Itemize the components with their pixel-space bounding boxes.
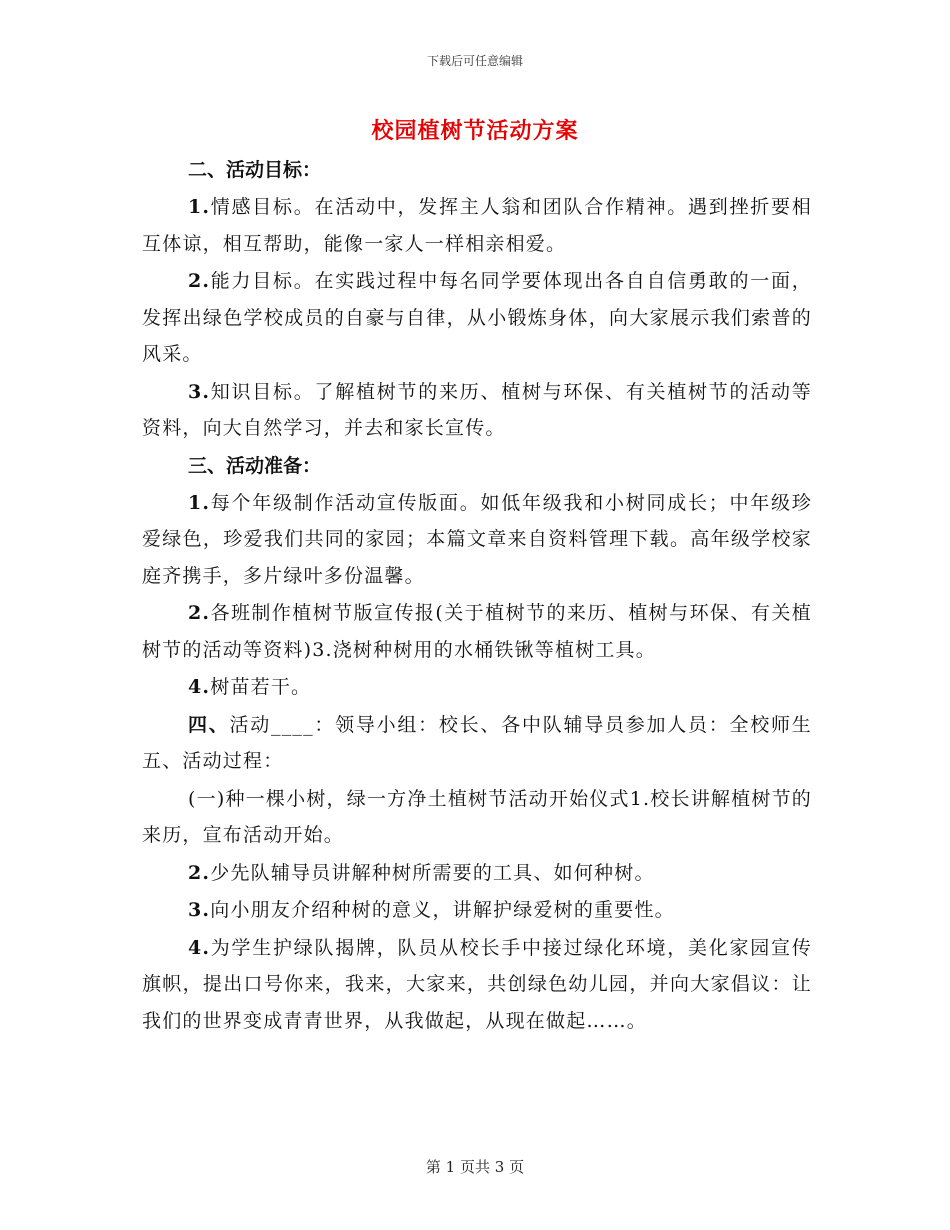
paragraph-text: 情感目标。在活动中，发挥主人翁和团队合作精神。遇到挫折要相互体谅，相互帮助，能像一家人一样相亲相爱。 xyxy=(142,196,812,255)
paragraph-text: 少先队辅导员讲解种树所需要的工具、如何种树。 xyxy=(210,861,655,884)
paragraph-goal-3 xyxy=(142,374,812,447)
paragraph-text: (一)种一棵小树，绿一方净土植树节活动开始仪式1.校长讲解植树节的来历，宣布活动开始。 xyxy=(142,787,812,846)
paragraph-organization xyxy=(142,707,812,780)
document-title: 校园植树节活动方案 xyxy=(371,118,579,144)
paragraph-prep-4 xyxy=(142,669,812,706)
item-number: 2. xyxy=(188,270,211,292)
paragraph-text: 树苗若干。 xyxy=(210,676,312,698)
section-label: 四、 xyxy=(188,713,230,736)
item-number: 3. xyxy=(188,380,211,403)
section-heading-goals: 二、活动目标： xyxy=(188,159,322,181)
page-header: 下载后可任意编辑 xyxy=(426,54,523,68)
item-number: 3. xyxy=(188,899,211,921)
paragraph-text: 能力目标。在实践过程中每名同学要体现出各自自信勇敢的一面，发挥出绿色学校成员的自豪与自律，从小锻炼身体，向大家展示我们索普的风采。 xyxy=(142,270,812,365)
paragraph-process-2 xyxy=(142,855,812,892)
section-heading-preparation: 三、活动准备： xyxy=(188,454,322,477)
paragraph-text: 每个年级制作活动宣传版面。如低年级我和小树同成长；中年级珍爱绿色，珍爱我们共同的家园；本篇文章来自资料管理下载。高年级学校家庭齐携手，多片绿叶多份温馨。 xyxy=(142,491,812,587)
paragraph-text: 为学生护绿队揭牌，队员从校长手中接过绿化环境，美化家园宣传旗帜，提出口号你来，我来，大家来，共创绿色幼儿园，并向大家倡议：让我们的世界变成青青世界，从我做起，从现在做起……。 xyxy=(142,936,812,1032)
item-number: 2. xyxy=(188,602,211,624)
paragraph-process-3 xyxy=(142,892,812,929)
paragraph-text: 活动____：领导小组：校长、各中队辅导员参加人员：全校师生五、活动过程： xyxy=(142,713,812,772)
paragraph-text: 向小朋友介绍种树的意义，讲解护绿爱树的重要性。 xyxy=(210,899,675,921)
item-number: 4. xyxy=(188,936,211,959)
paragraph-text: 各班制作植树节版宣传报(关于植树节的来历、植树与环保、有关植树节的活动等资料)3.浇树种树用的水桶铁锹等植树工具。 xyxy=(142,602,812,661)
paragraph-goal-1 xyxy=(142,189,812,262)
paragraph-process-4 xyxy=(142,930,812,1040)
item-number: 4. xyxy=(188,676,211,698)
paragraph-goal-2 xyxy=(142,263,812,373)
document-body xyxy=(142,152,812,1040)
paragraph-prep-1 xyxy=(142,485,812,595)
item-number: 1. xyxy=(188,196,211,218)
page-footer: 第 1 页共 3 页 xyxy=(425,1158,525,1176)
item-number: 1. xyxy=(188,491,211,514)
item-number: 2. xyxy=(188,861,211,884)
paragraph-process-1 xyxy=(142,781,812,854)
paragraph-prep-2 xyxy=(142,595,812,668)
paragraph-text: 知识目标。了解植树节的来历、植树与环保、有关植树节的活动等资料，向大自然学习，并去和家长宣传。 xyxy=(142,380,812,439)
